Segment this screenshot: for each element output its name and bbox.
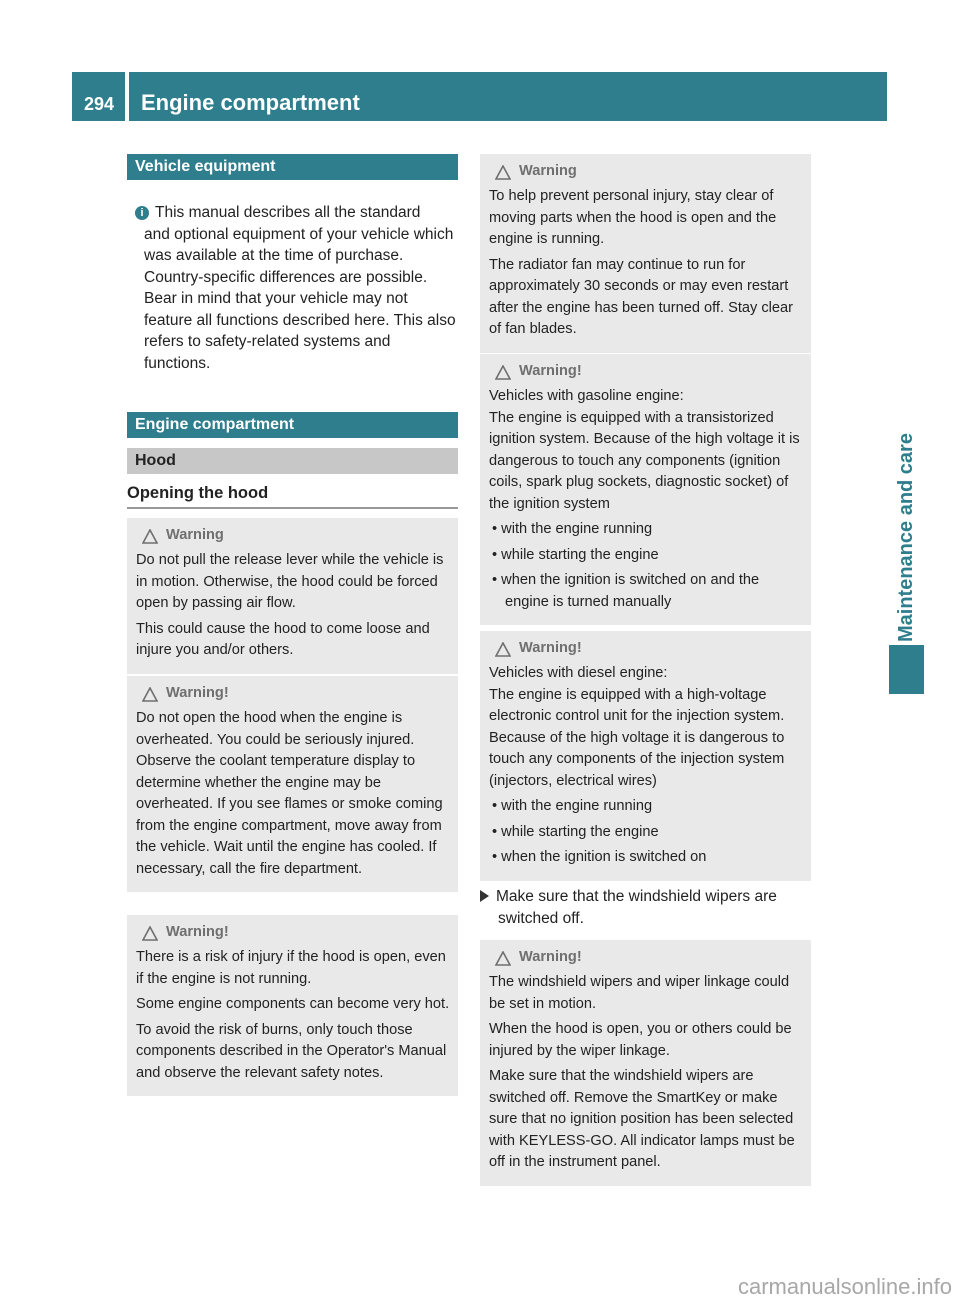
info-text-2: and optional equipment of your vehicle which was available at the time of purchase. Country-specific differences are possible. Bear in mind that your vehicle may not feature all functions described here. This also refers to safety-related systems and functions. [144, 225, 456, 372]
info-text-1: This manual describes all the standard [155, 204, 421, 221]
warning-paragraph: To help prevent personal injury, stay clear of moving parts when the hood is open and the engine is running. [489, 188, 777, 247]
list-item [489, 545, 804, 567]
bullet-marker: • [492, 823, 498, 840]
warning-box [480, 354, 811, 625]
warning-title-text: Warning! [519, 363, 582, 380]
bullet-marker: • [492, 849, 498, 865]
list-item-text: when the ignition is switched on [501, 849, 707, 865]
warning-title [136, 526, 451, 546]
page-title: Engine compartment [129, 72, 887, 121]
page-number: 294 [72, 72, 125, 121]
warning-paragraph: Do not pull the release lever while the vehicle is in motion. Otherwise, the hood could be forced open by passing air flow. [136, 552, 444, 611]
warning-title-text: Warning! [519, 949, 582, 966]
step-instruction [480, 886, 810, 929]
list-item-text: with the engine running [501, 521, 653, 537]
warning-paragraph: The engine is equipped with a high-voltage electronic control unit for the injection system. Because of the high voltage it is dangerous to touch any components of the injection system (injectors, electrical wires) [489, 686, 785, 789]
bullet-marker: • [492, 546, 498, 563]
list-item [489, 796, 804, 818]
warning-triangle-icon [495, 365, 511, 380]
warning-paragraph: When the hood is open, you or others could be injured by the wiper linkage. [489, 1021, 792, 1059]
watermark: carmanualsonline.info [737, 1274, 952, 1299]
left-column [127, 154, 458, 509]
list-item [489, 570, 804, 613]
warning-triangle-icon [142, 687, 158, 702]
warning-triangle-icon [495, 642, 511, 657]
warning-triangle-icon [142, 529, 158, 544]
warning-paragraph: This could cause the hood to come loose and injure you and/or others. [136, 620, 430, 658]
warning-paragraph: Make sure that the windshield wipers are switched off. Remove the SmartKey or make sure that no ignition position has been selected with KEYLESS-GO. All indicator lamps must be off in the instrument panel. [489, 1068, 795, 1170]
list-item-text: while starting the engine [501, 823, 659, 840]
warning-paragraph: Vehicles with diesel engine: [489, 665, 668, 681]
warning-paragraph: Vehicles with gasoline engine: [489, 388, 684, 404]
warning-paragraph: Some engine components can become very hot. [136, 996, 450, 1012]
warning-title-text: Warning [519, 163, 577, 180]
warning-title-text: Warning! [166, 685, 229, 702]
warning-paragraph: To avoid the risk of burns, only touch those components described in the Operator's Manual and observe the relevant safety notes. [136, 1021, 447, 1081]
bullet-marker: • [492, 521, 498, 537]
warning-box [480, 154, 811, 353]
list-item-text: with the engine running [501, 798, 653, 814]
warning-box [127, 915, 458, 1096]
bullet-marker: • [492, 572, 498, 588]
warning-title-text: Warning [166, 527, 224, 544]
warning-title [489, 362, 804, 382]
step-text: Make sure that the windshield wipers are switched off. [496, 888, 777, 927]
section-side-label: Maintenance and care [895, 433, 917, 642]
list-item [489, 822, 804, 844]
info-note [135, 202, 458, 374]
step-arrow-icon [480, 890, 489, 902]
warning-title [136, 684, 451, 704]
warning-paragraph: Do not open the hood when the engine is overheated. You could be seriously injured. Observe the coolant temperature display to determine whether the engine may be overheated. If you see flames or smoke coming from the engine compartment, move away from the vehicle. Wait until the engine has cooled. If necessary, call the fire department. [136, 710, 443, 877]
list-item-text: while starting the engine [501, 546, 659, 563]
warning-box [480, 940, 811, 1186]
list-item-text: when the ignition is switched on and the engine is turned manually [501, 572, 760, 610]
warning-triangle-icon [495, 165, 511, 180]
warning-triangle-icon [495, 951, 511, 966]
warning-title [489, 948, 804, 968]
warning-box [127, 518, 458, 674]
list-item [489, 847, 804, 869]
opening-hood-heading [127, 484, 458, 509]
warning-paragraph: The engine is equipped with a transistorized ignition system. Because of the high voltage it is dangerous to touch any components (ignition coils, spark plug sockets, diagnostic socket) of the ignition system [489, 409, 800, 512]
warning-paragraph: There is a risk of injury if the hood is open, even if the engine is not running. [136, 949, 446, 987]
info-icon: i [135, 206, 149, 220]
hood-heading: Hood [127, 448, 458, 474]
engine-compartment-heading: Engine compartment [127, 412, 458, 438]
warning-title-text: Warning! [519, 640, 582, 657]
warning-box [127, 676, 458, 892]
list-item [489, 519, 804, 541]
vehicle-equipment-heading: Vehicle equipment [127, 154, 458, 180]
bullet-marker: • [492, 798, 498, 814]
warning-title-text: Warning! [166, 924, 229, 941]
warning-title [136, 923, 451, 943]
warning-paragraph: The windshield wipers and wiper linkage could be set in motion. [489, 974, 790, 1012]
opening-hood-text: Opening the hood [127, 484, 269, 502]
warning-title [489, 162, 804, 182]
section-tab [889, 645, 924, 694]
warning-triangle-icon [142, 926, 158, 941]
warning-title [489, 639, 804, 659]
warning-box [480, 631, 811, 881]
warning-paragraph: The radiator fan may continue to run for approximately 30 seconds or may even restart after the engine has been turned off. Stay clear of fan blades. [489, 256, 793, 337]
